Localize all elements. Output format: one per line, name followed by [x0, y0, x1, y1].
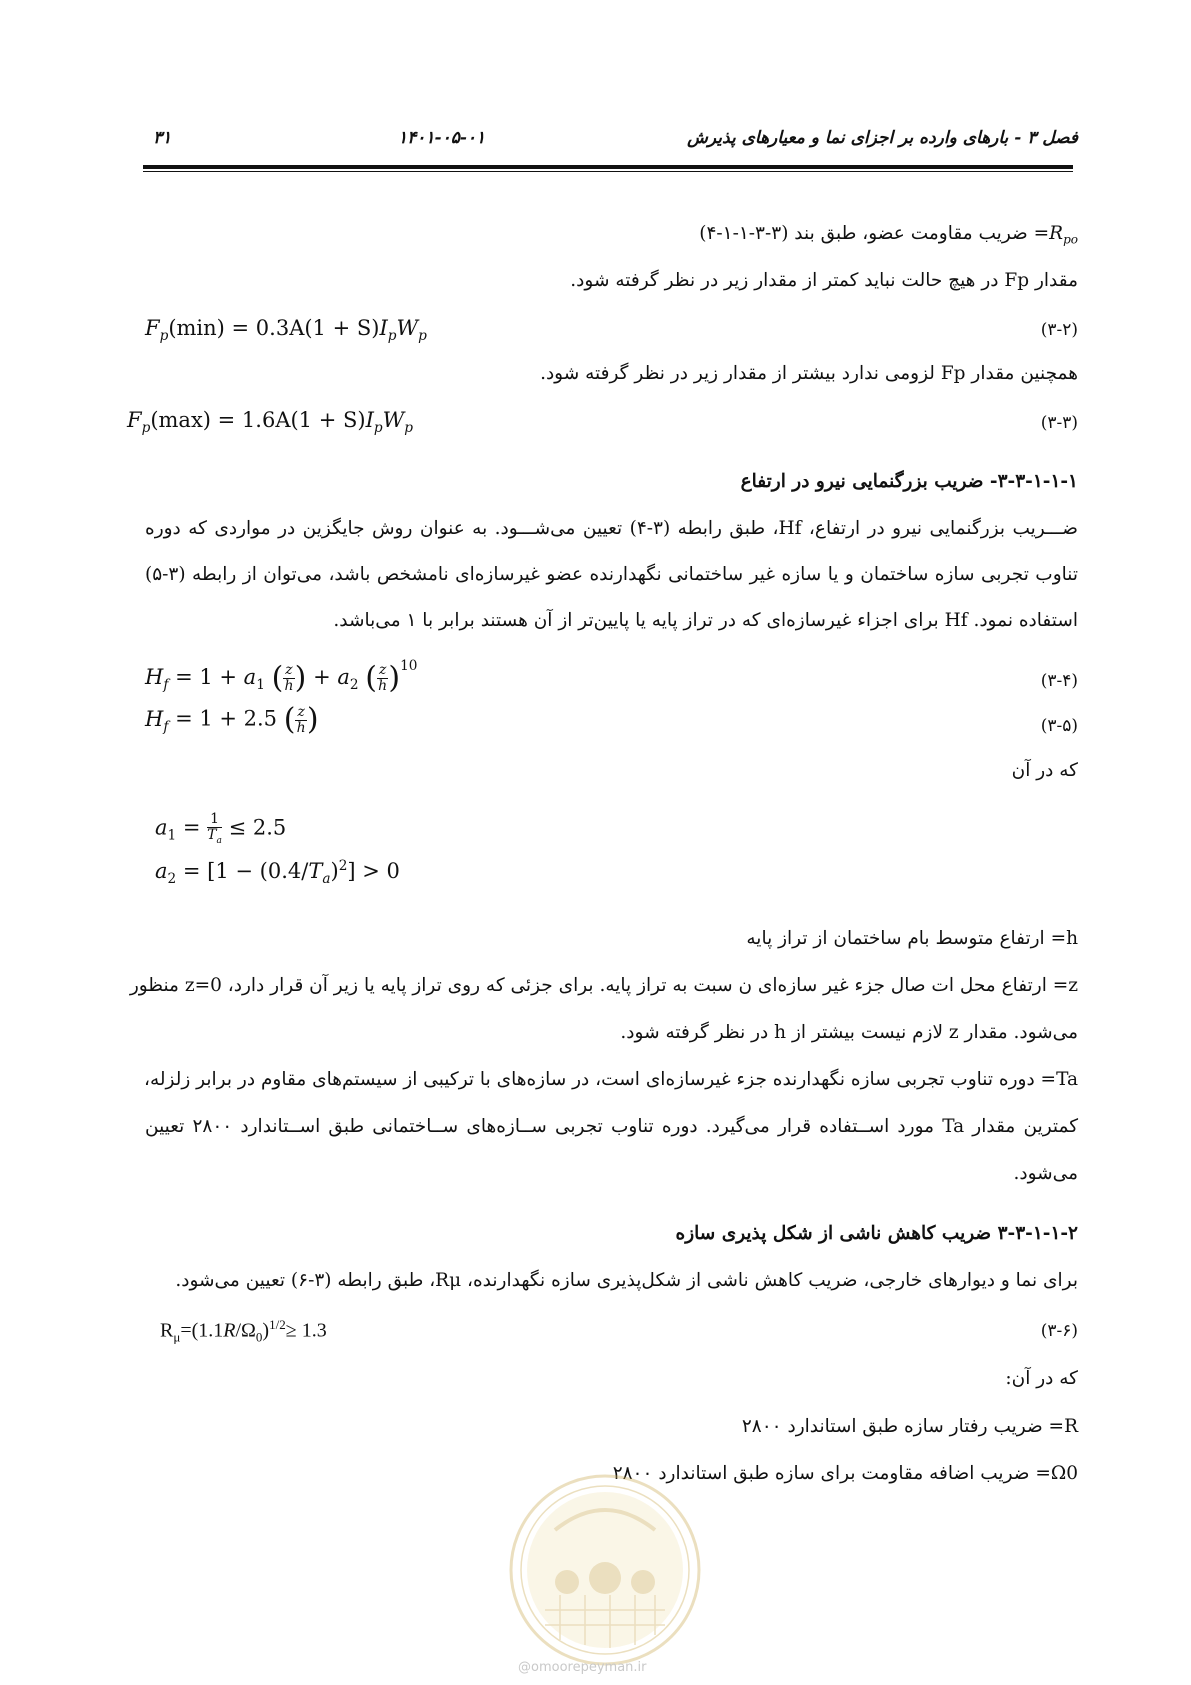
omega-definition: Ω0= ضریب اضافه مقاومت برای سازه طبق استاندارد ۲۸۰۰	[612, 1463, 1078, 1484]
section-heading-1: ۳-۳-۱-۱-۱- ضریب بزرگنمایی نیرو در ارتفاع	[740, 471, 1078, 492]
r-definition: R= ضریب رفتار سازه طبق استاندارد ۲۸۰۰	[741, 1416, 1078, 1437]
equation-fp-min: $F_p(\min) = 0.3A(1 + S)I_pW_p$	[145, 316, 427, 345]
section-heading-2: ۳-۳-۱-۱-۲ ضریب کاهش ناشی از شکل پذیری سازه	[675, 1223, 1078, 1244]
chapter-title: فصل ۳ - بارهای وارده بر اجزای نما و معیارهای پذیرش	[687, 128, 1078, 148]
h-definition: h= ارتفاع متوسط بام ساختمان از تراز پایه	[746, 928, 1078, 949]
equation-hf-simple: $H_f = 1 + 2.5$ ( $\frac{z}{h}$ )	[145, 702, 319, 738]
header-rule-thick	[143, 165, 1073, 169]
paragraph-1-line-2: تناوب تجربی سازه ساختمان و یا سازه غیر ساختمانی نگهدارنده عضو غیرسازه‌ای نامشخص باشد، می‌توان از رابطه (۳-۵)	[145, 564, 1078, 585]
equation-number-2: (۳-۲)	[1040, 320, 1078, 340]
ta-definition-line-2: کمترین مقدار Ta مورد اســتفاده قرار می‌گیرد. دوره تناوب تجربی ســازه‌های ســاختمانی طبق اســتاندارد ۲۸۰۰ تعیین	[145, 1116, 1079, 1137]
header-rule-thin	[143, 171, 1073, 172]
equation-a2: $a_2 = [1 - (0.4/T_a)^2] > 0$	[155, 858, 400, 888]
equation-r-mu: $R_\mu=(1.1R/\Omega_0)^{1/2}\ge 1.3$	[160, 1317, 327, 1345]
z-definition-line-2: می‌شود. مقدار z لازم نیست بیشتر از h در نظر گرفته شود.	[620, 1022, 1078, 1043]
equation-number-5: (۳-۵)	[1040, 716, 1078, 736]
z-definition-line-1: z= ارتفاع محل ات صال جزء غیر سازه‌ای ن سبت به تراز پایه. برای جزئی که روی تراز پایه یا زیر آن قرار دارد، z=0 منظور	[129, 975, 1078, 996]
header-date: ۱۴۰۱-۰۵-۰۱	[398, 128, 486, 148]
rpo-symbol: $R_{po}$	[1049, 223, 1078, 247]
fp-min-intro: مقدار Fp در هیچ حالت نباید کمتر از مقدار زیر در نظر گرفته شود.	[570, 270, 1078, 291]
equation-hf-full: $H_f = 1 + a_1$ ( $\frac{z}{h}$ ) + $a_2$ ( $\frac{z}{h}$ )$^{10}$	[145, 658, 418, 696]
ta-definition-line-1: Ta= دوره تناوب تجربی سازه نگهدارنده جزء غیرسازه‌ای است، در سازه‌های با ترکیبی از سیستم‌های مقاوم در برابر زلزله،	[143, 1069, 1078, 1090]
equation-fp-max: $F_p(\max) = 1.6A(1 + S)I_pW_p$	[127, 408, 413, 437]
paragraph-2: برای نما و دیوارهای خارجی، ضریب کاهش ناشی از شکل‌پذیری سازه نگهدارنده، Rμ، طبق رابطه (۳-۶) تعیین می‌شود.	[175, 1270, 1078, 1291]
rpo-definition	[699, 225, 1078, 246]
equation-number-4: (۳-۴)	[1040, 671, 1078, 691]
equation-a1: $a_1$ = $\frac{1}{T_a}$ ≤ 2.5	[155, 811, 287, 846]
rpo-text: = ضریب مقاومت عضو، طبق بند (۳-۳-۱-۱-۴)	[699, 223, 1050, 244]
equation-number-3: (۳-۳)	[1040, 413, 1078, 433]
fp-max-intro: همچنین مقدار Fp لزومی ندارد بیشتر از مقدار زیر در نظر گرفته شود.	[540, 363, 1078, 384]
where-label-2: که در آن:	[1005, 1368, 1078, 1389]
equation-number-6: (۳-۶)	[1040, 1321, 1078, 1341]
where-label-1: که در آن	[1011, 760, 1078, 781]
page-number: ۳۱	[153, 128, 172, 148]
paragraph-1-line-3: استفاده نمود. Hf برای اجزاء غیرسازه‌ای که در تراز پایه یا پایین‌تر از آن هستند برابر با ۱ می‌باشد.	[333, 610, 1078, 631]
ta-definition-line-3: می‌شود.	[1013, 1163, 1078, 1184]
watermark-seal-icon	[505, 1470, 705, 1670]
watermark-site: @omoorepeyman.ir	[518, 1660, 647, 1675]
paragraph-1-line-1: ضـــریب بزرگنمایی نیرو در ارتفاع، Hf، طبق رابطه (۳-۴) تعیین می‌شـــود. به عنوان روش جایگزین در مواردی که دوره	[145, 518, 1078, 539]
